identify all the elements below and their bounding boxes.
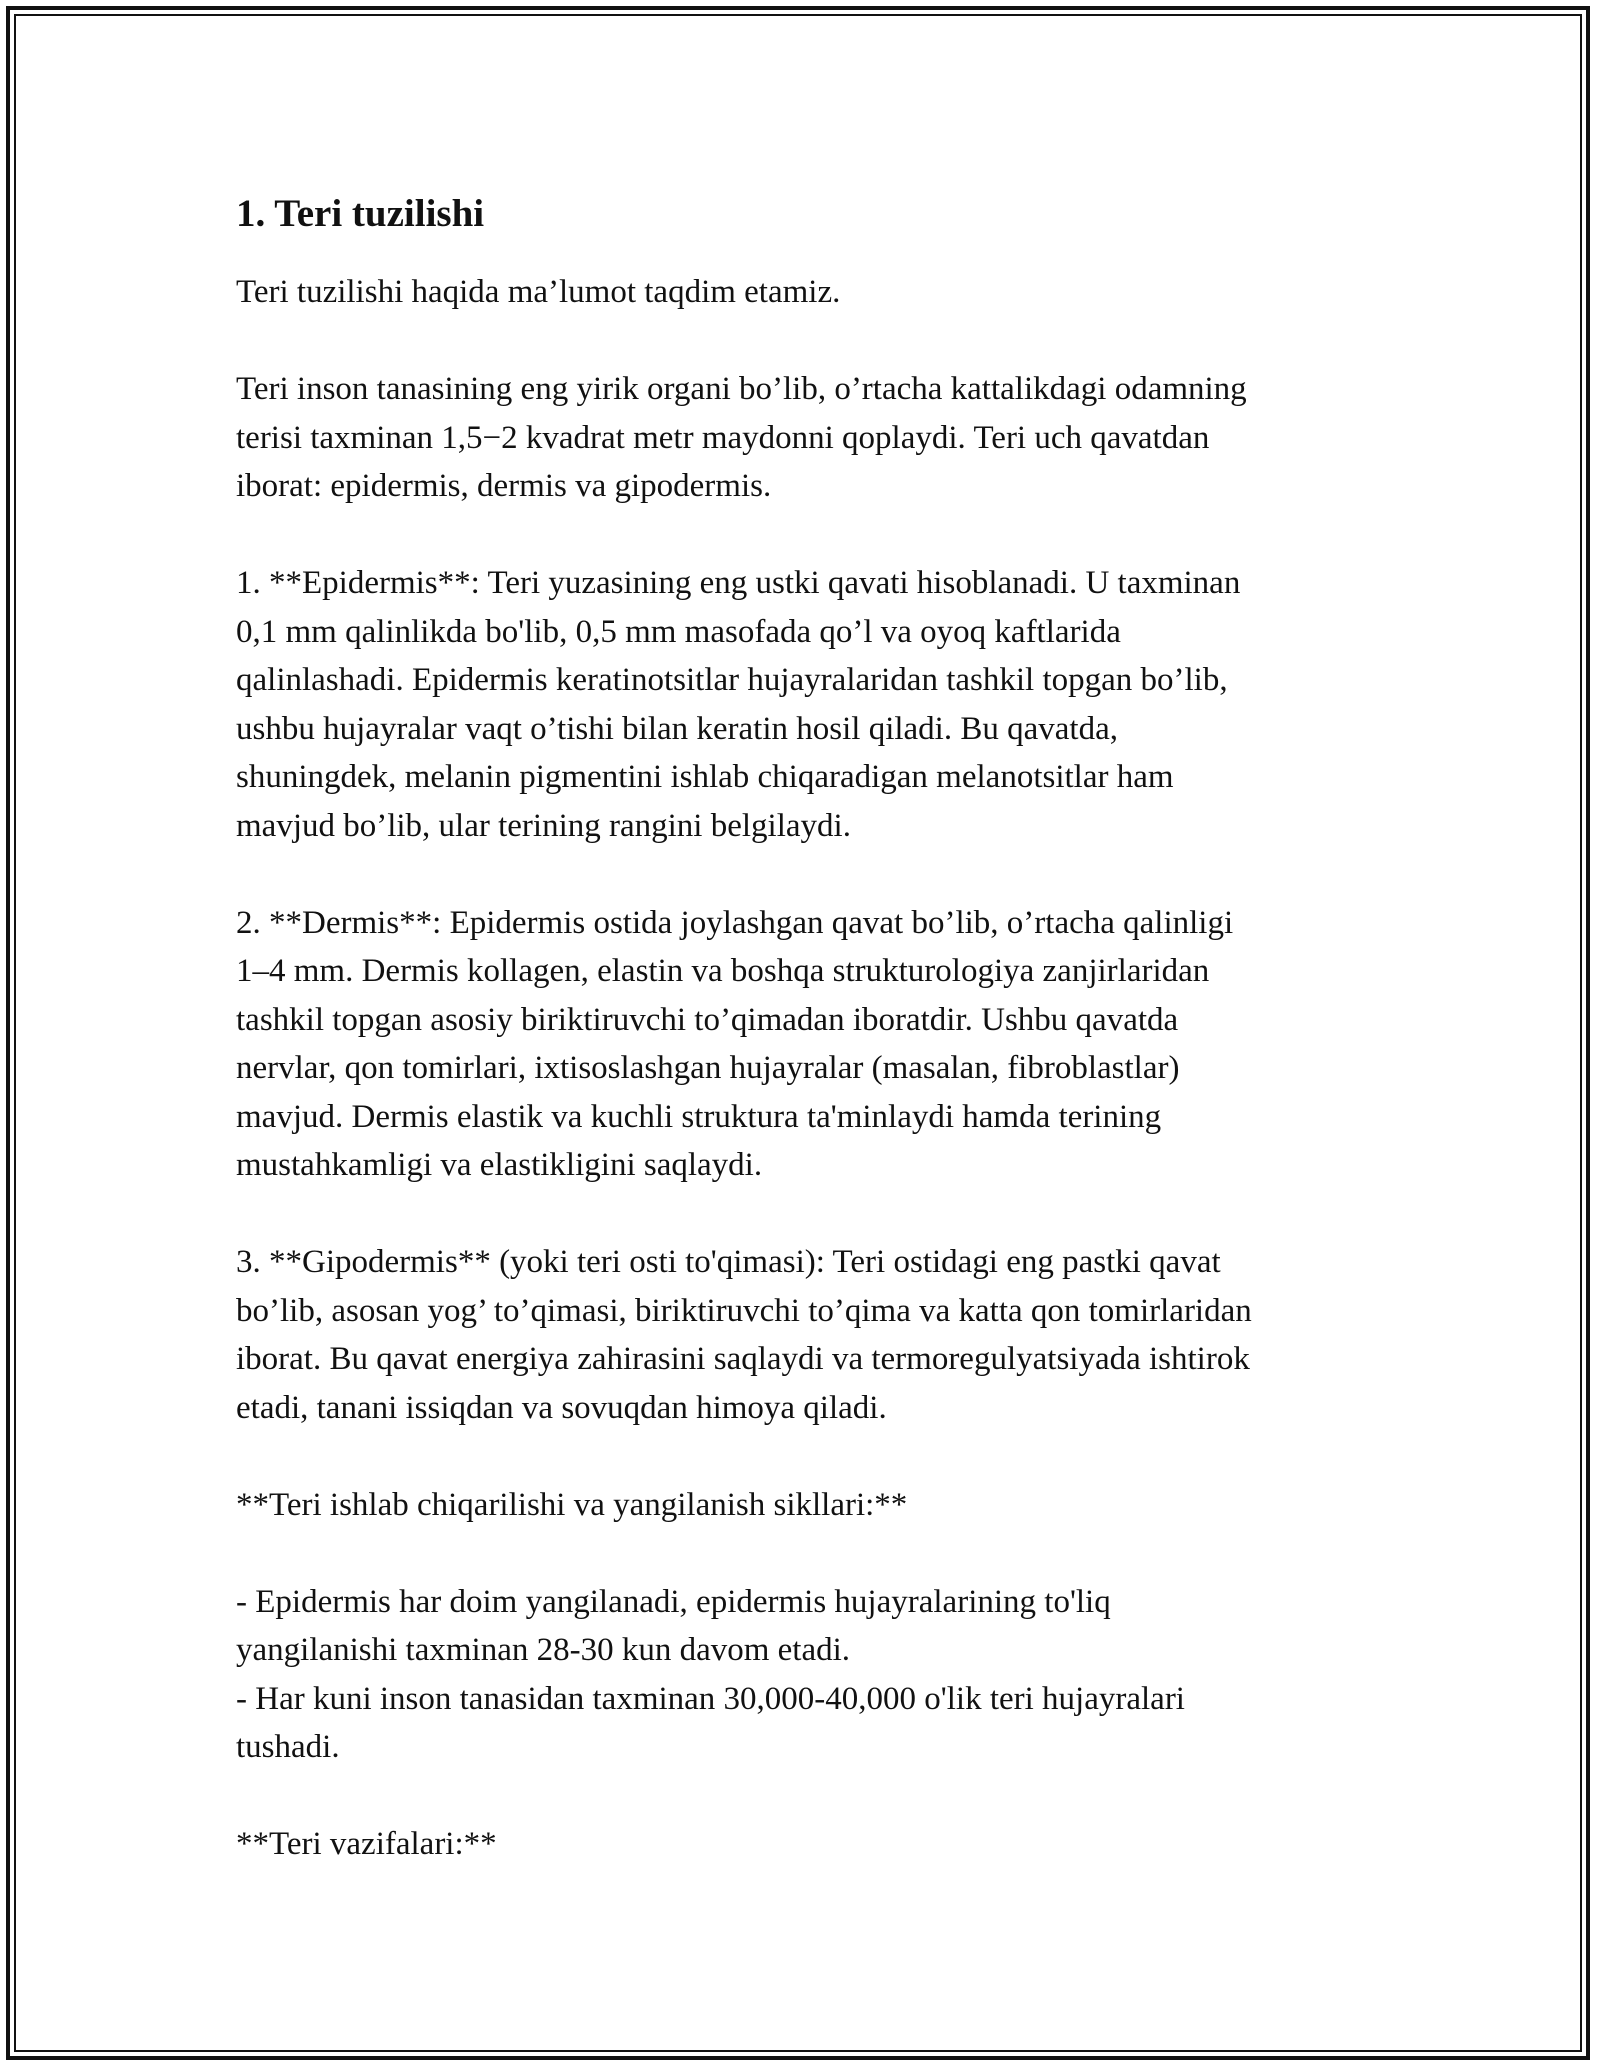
text-line: Teri tuzilishi haqida ma’lumot taqdim etamiz.: [236, 274, 841, 310]
text-line: nervlar, qon tomirlari, ixtisoslashgan hujayralar (masalan, fibroblastlar): [236, 1050, 1180, 1086]
text-line: mustahkamligi va elastikligini saqlaydi.: [236, 1147, 763, 1183]
dermis-paragraph: [236, 899, 1376, 1190]
renewal-heading: [236, 1481, 1376, 1530]
text-line: qalinlashadi. Epidermis keratinotsitlar hujayralaridan tashkil topgan bo’lib,: [236, 662, 1228, 698]
document-body: [236, 186, 1376, 1917]
text-line: 2. **Dermis**: Epidermis ostida joylashgan qavat bo’lib, o’rtacha qalinligi: [236, 904, 1234, 941]
text-line: terisi taxminan 1,5−2 kvadrat metr maydonni qoplaydi. Teri uch qavatdan: [236, 419, 1210, 456]
gipodermis-paragraph: [236, 1238, 1376, 1432]
functions-heading: [236, 1820, 1376, 1869]
renewal-list: [236, 1578, 1376, 1772]
text-line: iborat. Bu qavat energiya zahirasini saqlaydi va termoregulyatsiyada ishtirok: [236, 1341, 1250, 1377]
text-line: 3. **Gipodermis** (yoki teri osti to'qimasi): Teri ostidagi eng pastki qavat: [236, 1244, 1221, 1280]
text-line: mavjud. Dermis elastik va kuchli struktura ta'minlaydi hamda terining: [236, 1098, 1162, 1135]
list-item-line: - Har kuni inson tanasidan taxminan 30,000-40,000 o'lik teri hujayralari: [236, 1680, 1185, 1717]
text-line: shuningdek, melanin pigmentini ishlab chiqaradigan melanotsitlar ham: [236, 759, 1174, 795]
list-item-line: tushadi.: [236, 1729, 340, 1765]
text-line: mavjud bo’lib, ular terining rangini belgilaydi.: [236, 807, 851, 844]
text-line: etadi, tanani issiqdan va sovuqdan himoya qiladi.: [236, 1389, 887, 1426]
text-line: **Teri ishlab chiqarilishi va yangilanish sikllari:**: [236, 1486, 908, 1523]
text-line: tashkil topgan asosiy biriktiruvchi to’qimadan iboratdir. Ushbu qavatda: [236, 1001, 1179, 1038]
epidermis-paragraph: [236, 559, 1376, 850]
text-line: iborat: epidermis, dermis va gipodermis.: [236, 468, 772, 504]
text-line: ushbu hujayralar vaqt o’tishi bilan keratin hosil qiladi. Bu qavatda,: [236, 710, 1118, 747]
list-item-line: - Epidermis har doim yangilanadi, epidermis hujayralarining to'liq: [236, 1583, 1111, 1620]
intro-paragraph: [236, 268, 1376, 317]
document-title: 1. Teri tuzilishi: [236, 192, 485, 235]
list-item-line: yangilanishi taxminan 28-30 kun davom etadi.: [236, 1632, 851, 1668]
text-line: **Teri vazifalari:**: [236, 1826, 497, 1862]
text-line: Teri inson tanasining eng yirik organi bo’lib, o’rtacha kattalikdagi odamning: [236, 371, 1247, 407]
text-line: 0,1 mm qalinlikda bo'lib, 0,5 mm masofada qo’l va oyoq kaftlarida: [236, 613, 1121, 650]
text-line: 1–4 mm. Dermis kollagen, elastin va boshqa strukturologiya zanjirlaridan: [236, 953, 1210, 989]
overview-paragraph: [236, 365, 1376, 511]
text-line: 1. **Epidermis**: Teri yuzasining eng ustki qavati hisoblanadi. U taxminan: [236, 565, 1241, 601]
text-line: bo’lib, asosan yog’ to’qimasi, biriktiruvchi to’qima va katta qon tomirlaridan: [236, 1292, 1252, 1329]
